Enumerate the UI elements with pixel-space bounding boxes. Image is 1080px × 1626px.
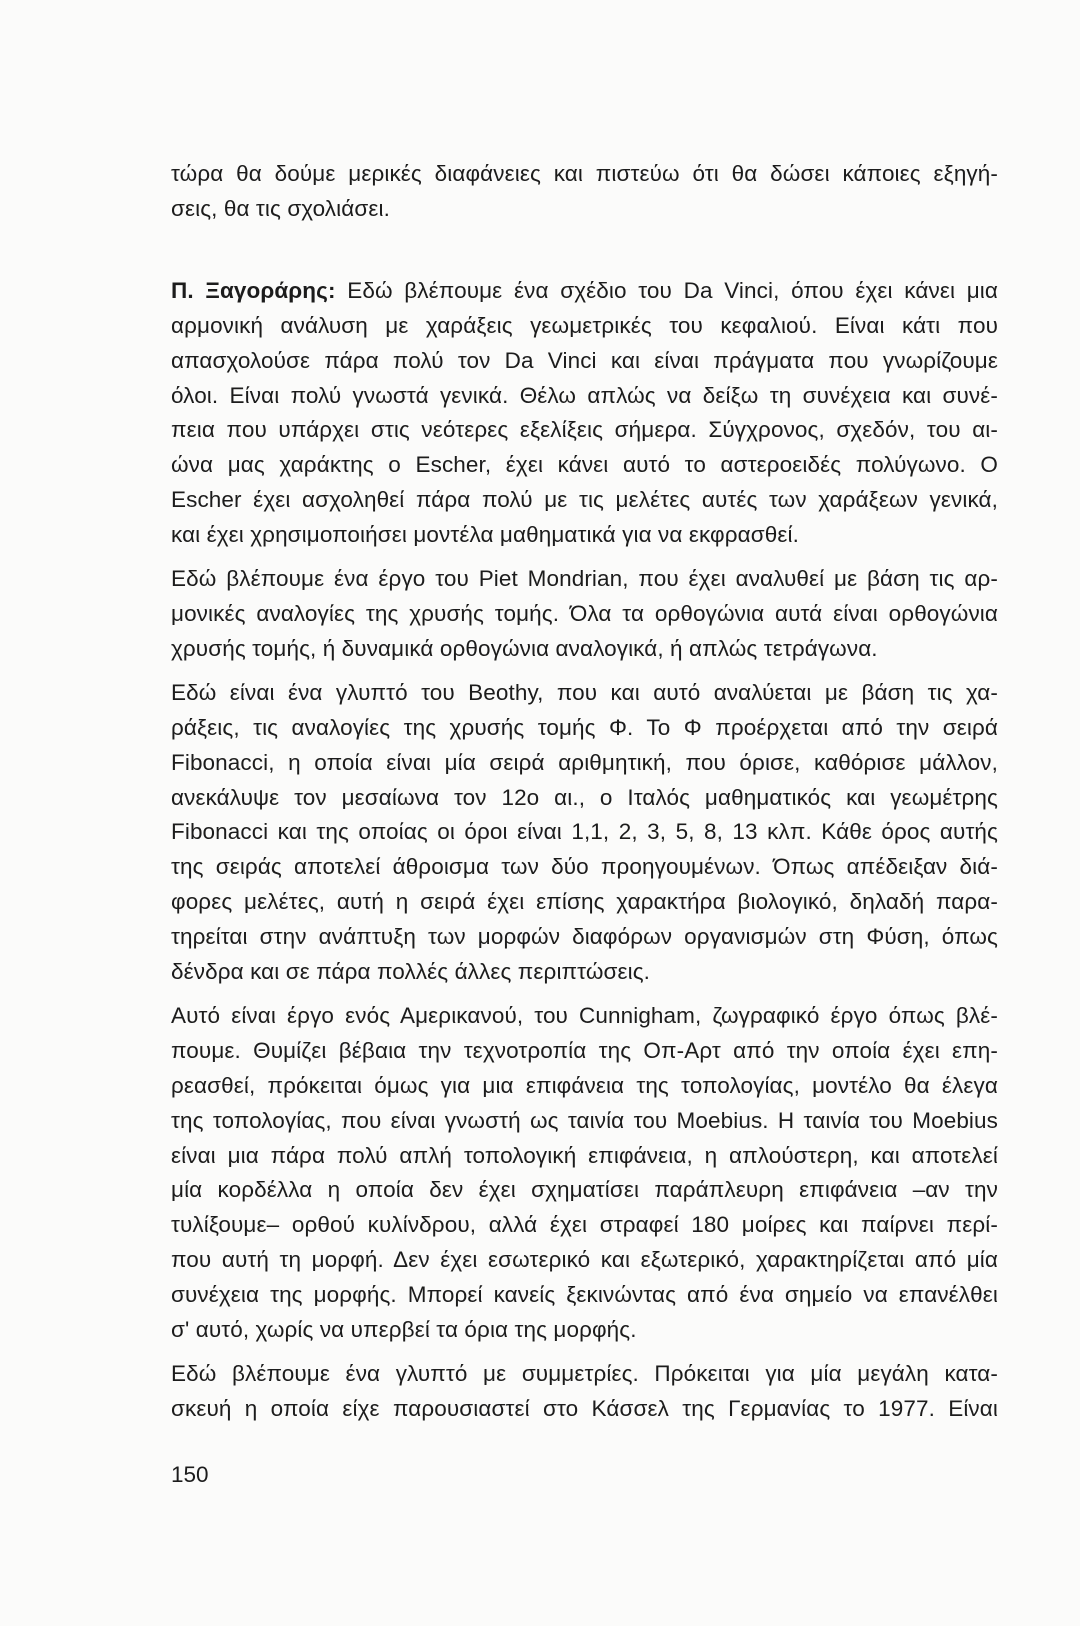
paragraph — [171, 999, 998, 1348]
text-line: Εδώ βλέπουμε ένα γλυπτό με συμμετρίες. Πρόκειται για μία μεγάλη κατα- — [171, 1361, 998, 1386]
text-line: δένδρα και σε πάρα πολλές άλλες περιπτώσεις. — [171, 959, 651, 985]
text-line: χρυσής τομής, ή δυναμικά ορθογώνια αναλογικά, ή απλώς τετράγωνα. — [171, 635, 878, 661]
text-line: ώνα μας χαράκτης ο Escher, έχει κάνει αυτό το αστεροειδές πολύγωνο. Ο — [171, 452, 998, 478]
text-line: αρμονική ανάλυση με χαράξεις γεωμετρικές του κεφαλιού. Είναι κάτι που — [171, 312, 998, 338]
text-line: φορες μελέτες, αυτή η σειρά έχει επίσης χαρακτήρα βιολογικό, δηλαδή παρα- — [171, 889, 998, 915]
text-line: Fibonacci, η οποία είναι μία σειρά αριθμητική, που όρισε, καθόρισε μάλλον, — [171, 749, 998, 775]
text-line: πουμε. Θυμίζει βέβαια την τεχνοτροπία της Οπ-Αρτ από την οποία έχει επη- — [171, 1037, 998, 1063]
paragraph — [171, 157, 998, 227]
text-line: ράξεις, τις αναλογίες της χρυσής τομής Φ. Το Φ προέρχεται από την σειρά — [171, 714, 998, 740]
text-line: μονικές αναλογίες της χρυσής τομής. Όλα τα ορθογώνια αυτά είναι ορθογώνια — [171, 600, 998, 626]
text-line: που αυτή τη μορφή. Δεν έχει εσωτερικό και εξωτερικό, χαρακτηρίζεται από μία — [171, 1247, 998, 1273]
text-line: Εδώ βλέπουμε ένα έργο του Piet Mondrian, που έχει αναλυθεί με βάση τις αρ- — [171, 566, 998, 592]
text-line: ανεκάλυψε τον μεσαίωνα τον 12ο αι., ο Ιταλός μαθηματικός και γεωμέτρης — [171, 784, 998, 810]
speaker-name: Π. Ξαγοράρης: — [171, 277, 336, 303]
text-line: σ' αυτό, χωρίς να υπερβεί τα όρια της μορφής. — [171, 1317, 637, 1343]
text-line: Αυτό είναι έργο ενός Αμερικανού, του Cunnigham, ζωγραφικό έργο όπως βλέ- — [171, 1002, 998, 1028]
text-line: τυλίξουμε– ορθού κυλίνδρου, αλλά έχει στραφεί 180 μοίρες και παίρνει περί- — [171, 1212, 998, 1238]
text-line: Εδώ είναι ένα γλυπτό του Beothy, που και αυτό αναλύεται με βάση τις χα- — [171, 679, 998, 705]
text-line: τηρείται στην ανάπτυξη των μορφών διαφόρων οργανισμών στη Φύση, όπως — [171, 924, 998, 950]
text-line: πεια που υπάρχει στις νεότερες εξελίξεις σήμερα. Σύγχρονος, σχεδόν, του αι- — [171, 417, 998, 443]
text-line: όλοι. Είναι πολύ γνωστά γενικά. Θέλω απλώς να δείξω τη συνέχεια και συνέ- — [171, 382, 998, 408]
paragraph — [171, 562, 998, 667]
text-line: ρεασθεί, πρόκειται όμως για μια επιφάνεια της τοπολογίας, μοντέλο θα έλεγα — [171, 1072, 998, 1098]
text-line: Escher έχει ασχοληθεί πάρα πολύ με τις μελέτες αυτές των χαράξεων γενικά, — [171, 487, 998, 513]
text-line: απασχολούσε πάρα πολύ τον Da Vinci και είναι πράγματα που γνωρίζουμε — [171, 347, 998, 373]
text-line: συνέχεια της μορφής. Μπορεί κανείς ξεκινώντας από ένα σημείο να επανέλθει — [171, 1282, 998, 1308]
text-line — [171, 274, 998, 309]
text-line: σκευή η οποία είχε παρουσιαστεί στο Κάσσελ της Γερμανίας το 1977. Είναι — [171, 1395, 998, 1421]
paragraph — [171, 1357, 998, 1427]
text-line: της τοπολογίας, που είναι γνωστή ως ταινία του Moebius. Η ταινία του Moebius — [171, 1107, 998, 1133]
text-line: Fibonacci και της οποίας οι όροι είναι 1,1, 2, 3, 5, 8, 13 κλπ. Κάθε όρος αυτής — [171, 819, 998, 845]
text-span: Εδώ βλέπουμε ένα σχέδιο του Da Vinci, όπου έχει κάνει μια — [335, 277, 998, 303]
text-line: και έχει χρησιμοποιήσει μοντέλα μαθηματικά για να εκφρασθεί. — [171, 522, 799, 548]
text-line: της σειράς αποτελεί άθροισμα των δύο προηγουμένων. Όπως απέδειξαν διά- — [171, 854, 998, 880]
page-body — [171, 157, 998, 1436]
text-line: είναι μια πάρα πολύ απλή τοπολογική επιφάνεια, η απλούστερη, και αποτελεί — [171, 1142, 998, 1168]
paragraph — [171, 676, 998, 990]
text-line: σεις, θα τις σχολιάσει. — [171, 195, 390, 221]
page-number: 150 — [171, 1462, 209, 1487]
text-line: τώρα θα δούμε μερικές διαφάνειες και πιστεύω ότι θα δώσει κάποιες εξηγή- — [171, 161, 998, 186]
paragraph-speaker — [171, 274, 998, 553]
text-line: μία κορδέλλα η οποία δεν έχει σχηματίσει παράπλευρη επιφάνεια –αν την — [171, 1177, 998, 1203]
